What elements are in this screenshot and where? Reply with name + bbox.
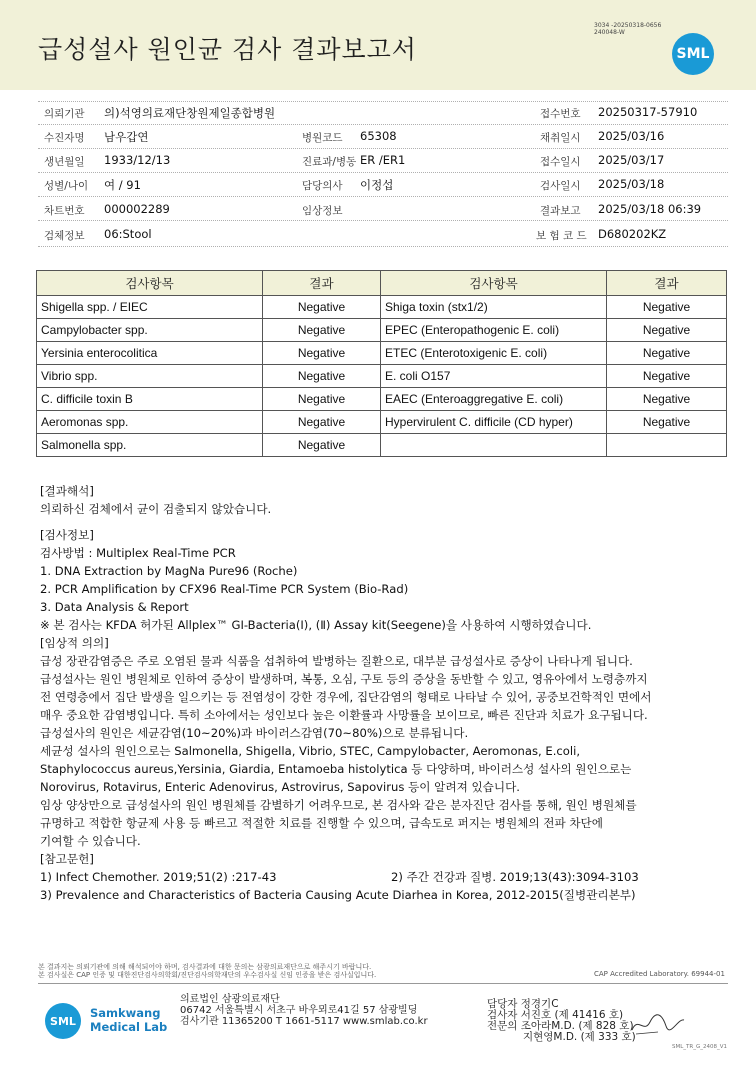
body-line: 1. DNA Extraction by MagNa Pure96 (Roche) <box>40 564 298 578</box>
doctor-label: 담당의사 <box>302 180 343 192</box>
address-line: 검사기관 11365200 T 1661-5117 www.smlab.co.kr <box>180 1016 428 1027</box>
test-result: Negative <box>607 411 727 434</box>
results-table <box>36 270 727 457</box>
body-line: 2. PCR Amplification by CFX96 Real-Time PCR System (Bio-Rad) <box>40 582 409 596</box>
test-result: Negative <box>263 434 381 457</box>
body-line: Staphylococcus aureus,Yersinia, Giardia, Entamoeba histolytica 등 다양하며, 바이러스성 설사의 원인으로는 <box>40 762 632 776</box>
sex-age-label: 성별/나이 <box>44 180 89 192</box>
body-line: ※ 본 검사는 KFDA 허가된 Allplex™ GI-Bacteria(Ⅰ), (Ⅱ) Assay kit(Seegene)을 사용하여 시행하였습니다. <box>40 618 592 632</box>
body-line: 검사방법 : Multiplex Real-Time PCR <box>40 546 236 560</box>
address-line: 06742 서울특별시 서초구 바우뫼로41길 57 삼광빌딩 <box>180 1005 418 1016</box>
sex-age-value: 여 / 91 <box>104 178 141 192</box>
report-date-label: 결과보고 <box>540 205 581 217</box>
birth-label: 생년월일 <box>44 156 85 168</box>
sml-footer-logo: SML <box>45 1003 81 1039</box>
table-row <box>37 388 727 411</box>
reference-row <box>40 868 730 886</box>
test-item: Shiga toxin (stx1/2) <box>381 296 607 319</box>
chart-no-label: 차트번호 <box>44 205 85 217</box>
test-result: Negative <box>607 319 727 342</box>
test-result: Negative <box>263 296 381 319</box>
document-code-line2: 240048-W <box>594 29 625 36</box>
dept-value: ER /ER1 <box>360 153 406 167</box>
address-line: 의료법인 삼광의료재단 <box>180 994 280 1005</box>
table-row <box>37 365 727 388</box>
report-date-value: 2025/03/18 06:39 <box>598 202 702 216</box>
test-item: EPEC (Enteropathogenic E. coli) <box>381 319 607 342</box>
signatory-line: 지현영M.D. (제 333 호) <box>523 1031 636 1043</box>
test-result: Negative <box>263 411 381 434</box>
specimen-label: 검체정보 <box>44 230 85 242</box>
brand-line-2: Medical Lab <box>90 1020 168 1034</box>
test-result: Negative <box>263 319 381 342</box>
column-header-item: 검사항목 <box>37 271 263 296</box>
report-body <box>40 482 730 904</box>
section-heading: [임상적 의의] <box>40 636 109 650</box>
test-item: Salmonella spp. <box>37 434 263 457</box>
test-item: Campylobacter spp. <box>37 319 263 342</box>
footer-divider <box>38 983 728 984</box>
receipt-date-value: 2025/03/17 <box>598 153 665 167</box>
signatory-line: 검사자 서진호 (제 41416 호) <box>487 1009 624 1021</box>
body-spacer <box>40 518 730 526</box>
reference-3: 3) Prevalence and Characteristics of Bacteria Causing Acute Diarhea in Korea, 2012-2015(질병관리본부) <box>40 888 636 902</box>
test-item: E. coli O157 <box>381 365 607 388</box>
test-item: Hypervirulent C. difficile (CD hyper) <box>381 411 607 434</box>
dept-label: 진료과/병동 <box>302 156 357 168</box>
institution-value: 의)석영의료재단창원제일종합병원 <box>104 106 276 120</box>
collect-date-value: 2025/03/16 <box>598 129 665 143</box>
insurance-code-label: 보 험 코 드 <box>536 230 587 242</box>
test-result <box>607 434 727 457</box>
body-line: 매우 중요한 감염병입니다. 특히 소아에서는 성인보다 높은 이환률과 사망률을 보이므로, 빠른 진단과 치료가 요구됩니다. <box>40 708 648 722</box>
body-line: Norovirus, Rotavirus, Enteric Adenovirus, Astrovirus, Sapovirus 등이 알려져 있습니다. <box>40 780 520 794</box>
footer-note-2: 본 검사실은 CAP 인증 및 대한진단검사의학회/진단검사의학재단의 우수검사실 신임 인증을 받은 검사실입니다. <box>38 971 377 979</box>
column-header-result: 결과 <box>607 271 727 296</box>
clinical-info-label: 임상정보 <box>302 205 343 217</box>
specimen-value: 06:Stool <box>104 227 152 241</box>
body-line: 임상 양상만으로 급성설사의 원인 병원체를 감별하기 어려우므로, 본 검사와 같은 분자진단 검사를 통해, 원인 병원체를 <box>40 798 637 812</box>
info-row-divider <box>38 246 728 247</box>
test-item: Aeromonas spp. <box>37 411 263 434</box>
hospital-code-value: 65308 <box>360 129 397 143</box>
signatory-line: 전문의 조아라M.D. (제 828 호) <box>487 1020 634 1032</box>
chart-no-value: 000002289 <box>104 202 170 216</box>
patient-value: 남우갑연 <box>104 130 149 144</box>
table-row <box>37 319 727 342</box>
body-line: 규명하고 적합한 항균제 사용 등 빠르고 적절한 치료를 진행할 수 있으며, 급속도로 퍼지는 병원체의 전파 차단에 <box>40 816 603 830</box>
form-code: SML_TR_G_2408_V1 <box>672 1044 728 1050</box>
body-line: 의뢰하신 검체에서 균이 검출되지 않았습니다. <box>40 502 272 516</box>
test-item: ETEC (Enterotoxigenic E. coli) <box>381 342 607 365</box>
lab-address <box>180 994 428 1027</box>
section-heading: [참고문헌] <box>40 852 94 866</box>
info-row-divider <box>38 124 728 125</box>
receipt-no-label: 접수번호 <box>540 108 581 120</box>
test-result: Negative <box>607 342 727 365</box>
column-header-result: 결과 <box>263 271 381 296</box>
test-item: Vibrio spp. <box>37 365 263 388</box>
footer-note-1: 본 결과지는 의뢰기관에 의해 해석되어야 하며, 검사결과에 대한 문의는 삼광의료재단으로 해주시기 바랍니다. <box>38 963 372 971</box>
institution-label: 의뢰기관 <box>44 108 85 120</box>
info-row-divider <box>38 148 728 149</box>
table-row <box>37 434 727 457</box>
birth-value: 1933/12/13 <box>104 153 171 167</box>
test-result: Negative <box>263 388 381 411</box>
hospital-code-label: 병원코드 <box>302 132 343 144</box>
signatories <box>487 999 636 1043</box>
handwritten-signature <box>628 1008 688 1038</box>
test-result: Negative <box>607 388 727 411</box>
body-line: 3. Data Analysis & Report <box>40 600 189 614</box>
test-date-label: 검사일시 <box>540 180 581 192</box>
test-result: Negative <box>607 365 727 388</box>
test-date-value: 2025/03/18 <box>598 177 665 191</box>
body-line: 급성설사는 원인 병원체로 인하여 증상이 발생하며, 복통, 오심, 구토 등의 증상을 동반할 수 있고, 영유아에서 노령층까지 <box>40 672 648 686</box>
info-row-divider <box>38 196 728 197</box>
cap-accreditation: CAP Accredited Laboratory. 69944-01 <box>594 970 725 978</box>
test-item: C. difficile toxin B <box>37 388 263 411</box>
collect-date-label: 채취일시 <box>540 132 581 144</box>
receipt-date-label: 접수일시 <box>540 156 581 168</box>
column-header-item: 검사항목 <box>381 271 607 296</box>
sml-logo: SML <box>672 33 714 75</box>
test-item: EAEC (Enteroaggregative E. coli) <box>381 388 607 411</box>
signatory-line: 담당자 정경기C <box>487 998 559 1010</box>
table-row <box>37 411 727 434</box>
info-row-divider <box>38 220 728 221</box>
brand-name <box>90 1006 167 1034</box>
body-line: 전 연령층에서 집단 발생을 일으키는 등 전염성이 강한 경우에, 집단감염의 형태로 나타날 수 있어, 공중보건학적인 면에서 <box>40 690 652 704</box>
report-title: 급성설사 원인균 검사 결과보고서 <box>38 35 417 64</box>
body-line: 급성설사의 원인은 세균감염(10~20%)과 바이러스감염(70~80%)으로 분류됩니다. <box>40 726 469 740</box>
document-code <box>594 22 661 36</box>
insurance-code-value: D680202KZ <box>598 227 667 241</box>
document-code-line1: 3034 -20250318-0656 <box>594 22 662 29</box>
test-result: Negative <box>607 296 727 319</box>
table-row <box>37 296 727 319</box>
test-item <box>381 434 607 457</box>
test-item: Shigella spp. / EIEC <box>37 296 263 319</box>
patient-label: 수진자명 <box>44 132 85 144</box>
table-row <box>37 342 727 365</box>
info-row-divider <box>38 101 728 102</box>
section-heading: [검사정보] <box>40 528 94 542</box>
test-result: Negative <box>263 342 381 365</box>
body-line: 세균성 설사의 원인으로는 Salmonella, Shigella, Vibrio, STEC, Campylobacter, Aeromonas, E.coli, <box>40 744 581 758</box>
section-heading: [결과해석] <box>40 484 94 498</box>
doctor-value: 이정섭 <box>360 178 394 192</box>
table-header-row <box>37 271 727 296</box>
receipt-no-value: 20250317-57910 <box>598 105 698 119</box>
test-item: Yersinia enterocolitica <box>37 342 263 365</box>
reference-1: 1) Infect Chemother. 2019;51(2) :217-43 <box>40 870 277 884</box>
body-line: 급성 장관감염증은 주로 오염된 물과 식품을 섭취하여 발병하는 질환으로, 대부분 급성설사로 증상이 나타나게 됩니다. <box>40 654 633 668</box>
test-result: Negative <box>263 365 381 388</box>
reference-2: 2) 주간 건강과 질병. 2019;13(43):3094-3103 <box>391 870 639 884</box>
info-row-divider <box>38 172 728 173</box>
brand-line-1: Samkwang <box>90 1006 161 1020</box>
body-line: 기여할 수 있습니다. <box>40 834 141 848</box>
